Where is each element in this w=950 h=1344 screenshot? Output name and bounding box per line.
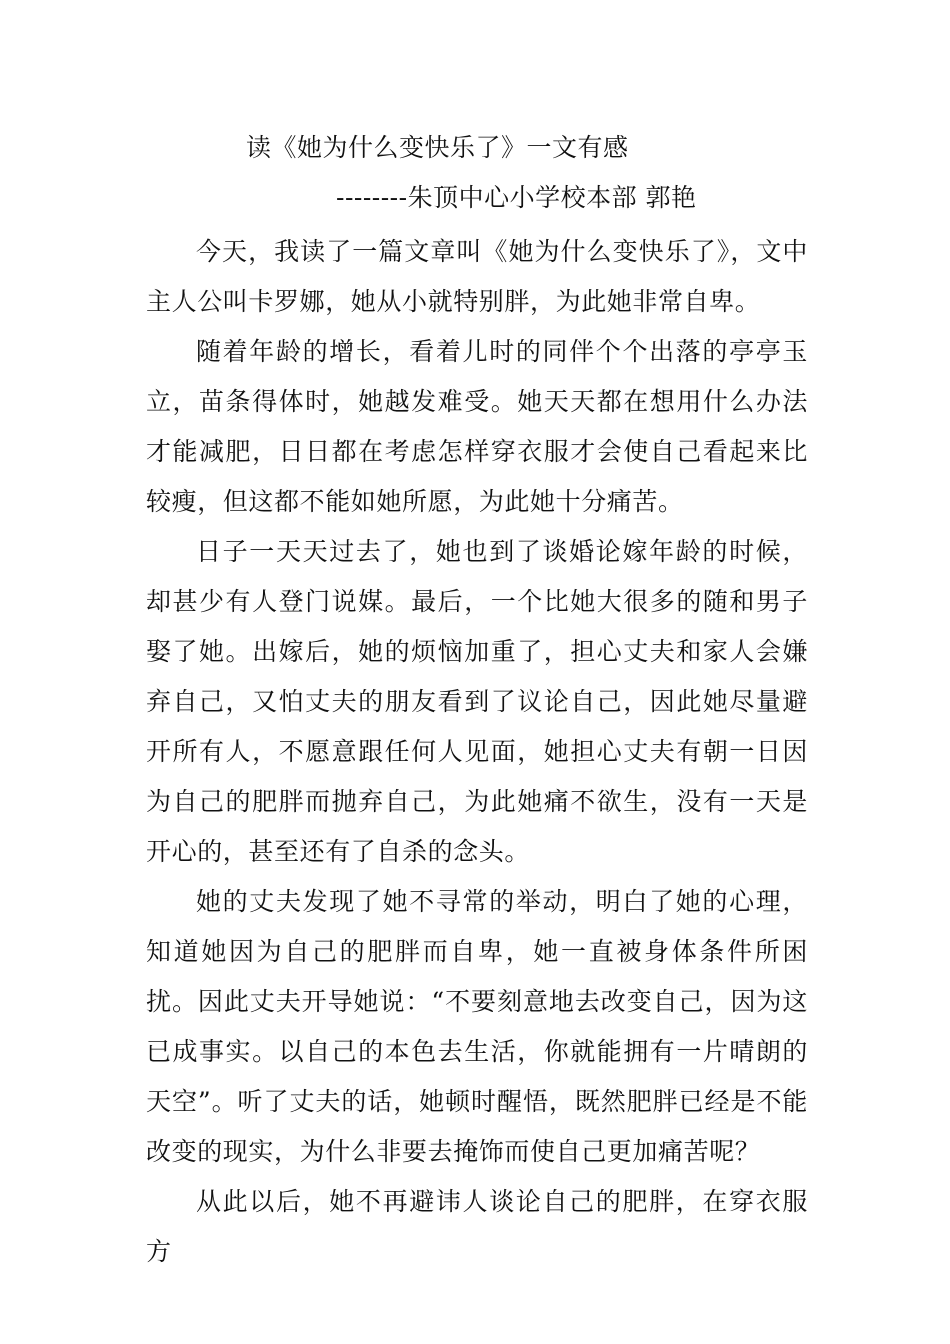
author-byline: --------朱顶中心小学校本部 郭艳 (336, 183, 697, 212)
paragraph: 今天，我读了一篇文章叫《她为什么变快乐了》，文中主人公叫卡罗娜，她从小就特别胖，为此她非常自卑。 (146, 237, 808, 316)
paragraph: 日子一天天过去了，她也到了谈婚论嫁年龄的时候，却甚少有人登门说媒。最后，一个比她大很多的随和男子娶了她。出嫁后，她的烦恼加重了，担心丈夫和家人会嫌弃自己，又怕丈夫的朋友看到了议论自己，因此她尽量避开所有人，不愿意跟任何人见面，她担心丈夫有朝一日因为自己的肥胖而抛弃自己，为此她痛不欲生，没有一天是开心的，甚至还有了自杀的念头。 (146, 537, 808, 866)
paragraph: 她的丈夫发现了她不寻常的举动，明白了她的心理，知道她因为自己的肥胖而自卑，她一直被身体条件所困扰。因此丈夫开导她说：“不要刻意地去改变自己，因为这已成事实。以自己的本色去生活，你就能拥有一片晴朗的天空”。听了丈夫的话，她顿时醒悟，既然肥胖已经是不能改变的现实，为什么非要去掩饰而使自己更加痛苦呢？ (146, 887, 808, 1166)
document-body (146, 227, 808, 1277)
paragraph: 随着年龄的增长，看着儿时的同伴个个出落的亭亭玉立，苗条得体时，她越发难受。她天天都在想用什么办法才能减肥，日日都在考虑怎样穿衣服才会使自己看起来比较瘦，但这都不能如她所愿，为此她十分痛苦。 (146, 337, 808, 516)
paragraph: 从此以后，她不再避讳人谈论自己的肥胖，在穿衣服方 (146, 1187, 808, 1266)
document-title: 读《她为什么变快乐了》一文有感 (246, 133, 629, 162)
